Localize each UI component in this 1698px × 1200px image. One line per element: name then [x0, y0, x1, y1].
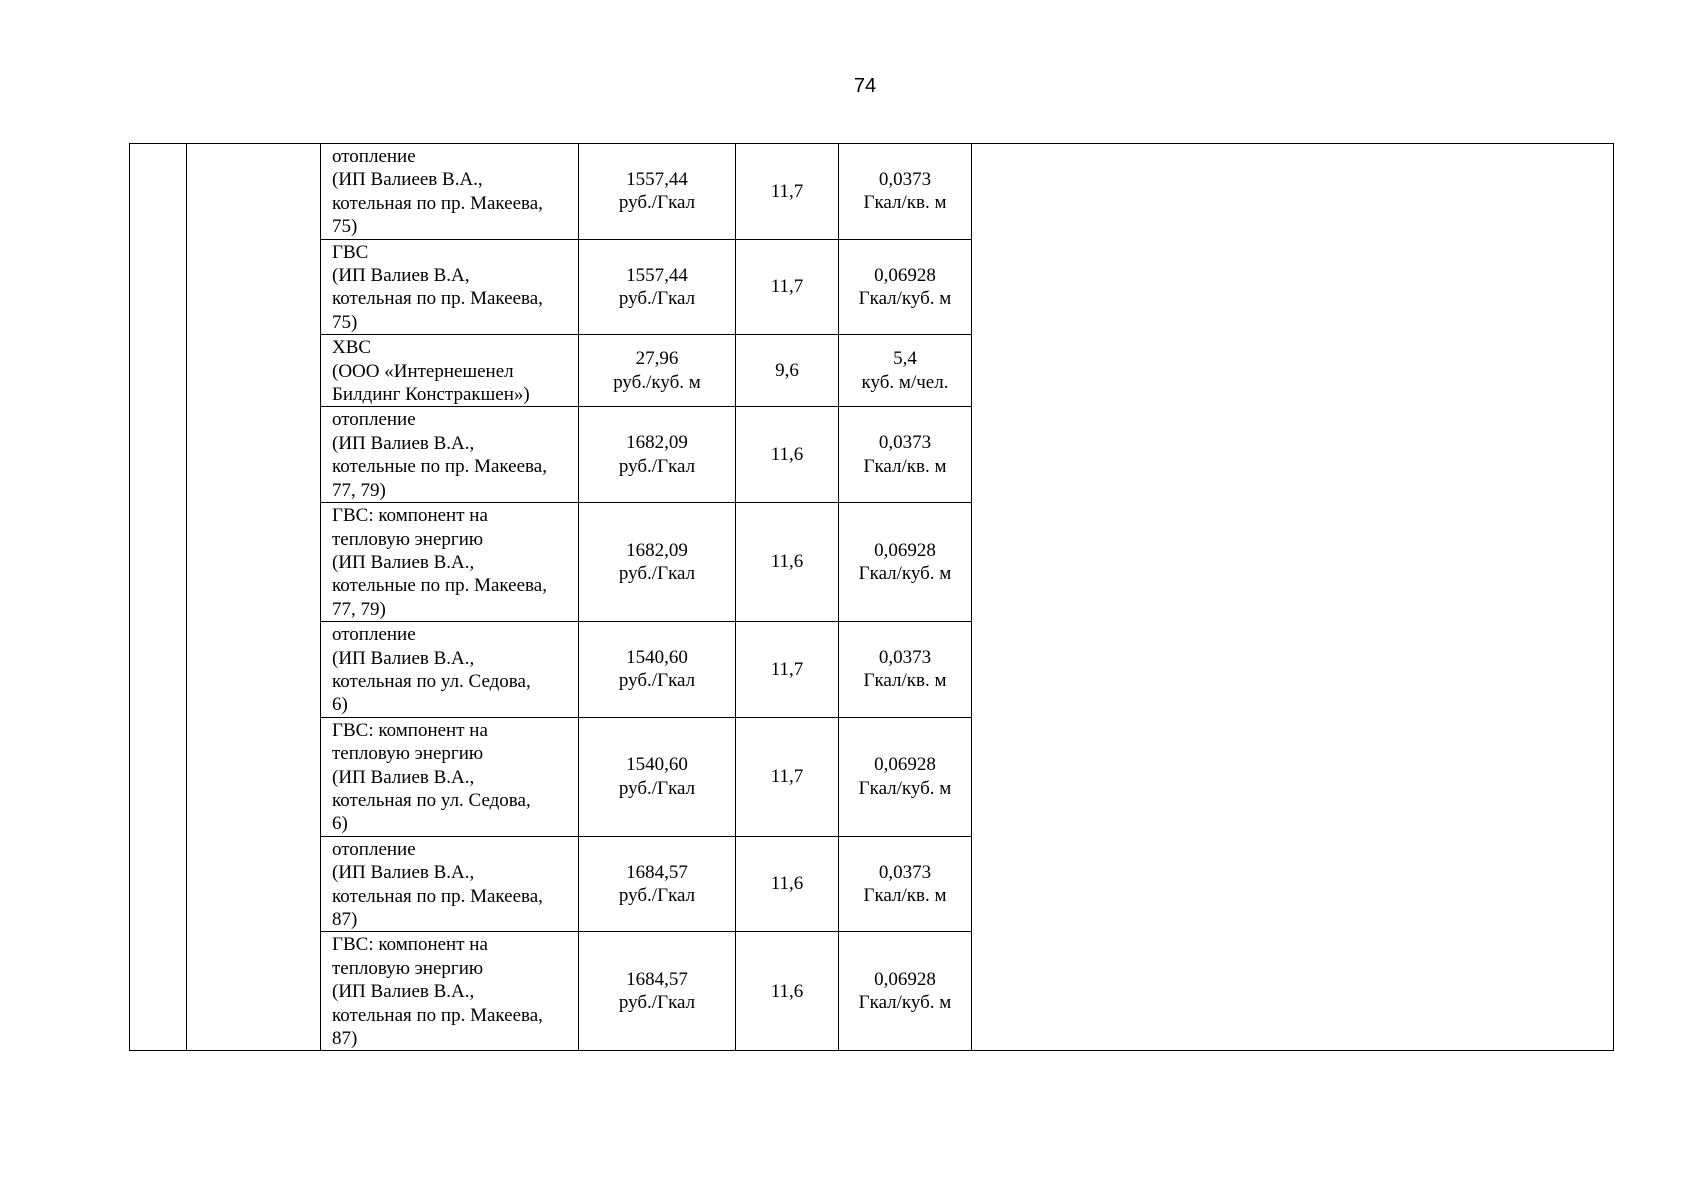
- value-cell: 11,7: [736, 144, 839, 240]
- service-cell: ХВС (ООО «Интернешенел Билдинг Констракшен»): [321, 335, 579, 407]
- table-row: [130, 144, 1614, 240]
- service-cell: ГВС: компонент на тепловую энергию (ИП Валиев В.А., котельная по пр. Макеева, 87): [321, 932, 579, 1051]
- tariff-cell: 1540,60 руб./Гкал: [579, 622, 736, 718]
- page-number: 74: [853, 75, 877, 97]
- value-cell: 11,6: [736, 503, 839, 622]
- norm-cell: 0,0373 Гкал/кв. м: [839, 407, 972, 503]
- value-cell: 9,6: [736, 335, 839, 407]
- value-cell: 11,7: [736, 622, 839, 718]
- tariff-cell: 1684,57 руб./Гкал: [579, 932, 736, 1051]
- service-cell: отопление (ИП Валиев В.А., котельная по пр. Макеева, 87): [321, 836, 579, 932]
- tariff-cell: 1682,09 руб./Гкал: [579, 407, 736, 503]
- value-cell: 11,6: [736, 407, 839, 503]
- tariff-cell: 27,96 руб./куб. м: [579, 335, 736, 407]
- tariff-cell: 1684,57 руб./Гкал: [579, 836, 736, 932]
- settlement-cell: [187, 144, 321, 1051]
- value-cell: 11,7: [736, 717, 839, 836]
- norm-cell: 5,4 куб. м/чел.: [839, 335, 972, 407]
- tariff-cell: 1557,44 руб./Гкал: [579, 239, 736, 335]
- norm-cell: 0,0373 Гкал/кв. м: [839, 622, 972, 718]
- service-cell: отопление (ИП Валиеев В.А., котельная по пр. Макеева, 75): [321, 144, 579, 240]
- service-cell: ГВС: компонент на тепловую энергию (ИП Валиев В.А., котельная по ул. Седова, 6): [321, 717, 579, 836]
- service-cell: отопление (ИП Валиев В.А., котельная по ул. Седова, 6): [321, 622, 579, 718]
- service-cell: ГВС: компонент на тепловую энергию (ИП Валиев В.А., котельные по пр. Макеева, 77, 79): [321, 503, 579, 622]
- service-cell: отопление (ИП Валиев В.А., котельные по пр. Макеева, 77, 79): [321, 407, 579, 503]
- norm-cell: 0,06928 Гкал/куб. м: [839, 239, 972, 335]
- norm-cell: 0,0373 Гкал/кв. м: [839, 144, 972, 240]
- norm-cell: 0,0373 Гкал/кв. м: [839, 836, 972, 932]
- tariff-cell: 1682,09 руб./Гкал: [579, 503, 736, 622]
- tariff-cell: 1540,60 руб./Гкал: [579, 717, 736, 836]
- tariff-cell: 1557,44 руб./Гкал: [579, 144, 736, 240]
- value-cell: 11,6: [736, 932, 839, 1051]
- row-number-cell: [130, 144, 187, 1051]
- value-cell: 11,6: [736, 836, 839, 932]
- norm-cell: 0,06928 Гкал/куб. м: [839, 932, 972, 1051]
- tariff-table: [129, 143, 1614, 1051]
- notes-cell: [972, 144, 1614, 1051]
- value-cell: 11,7: [736, 239, 839, 335]
- norm-cell: 0,06928 Гкал/куб. м: [839, 503, 972, 622]
- service-cell: ГВС (ИП Валиев В.А, котельная по пр. Макеева, 75): [321, 239, 579, 335]
- norm-cell: 0,06928 Гкал/куб. м: [839, 717, 972, 836]
